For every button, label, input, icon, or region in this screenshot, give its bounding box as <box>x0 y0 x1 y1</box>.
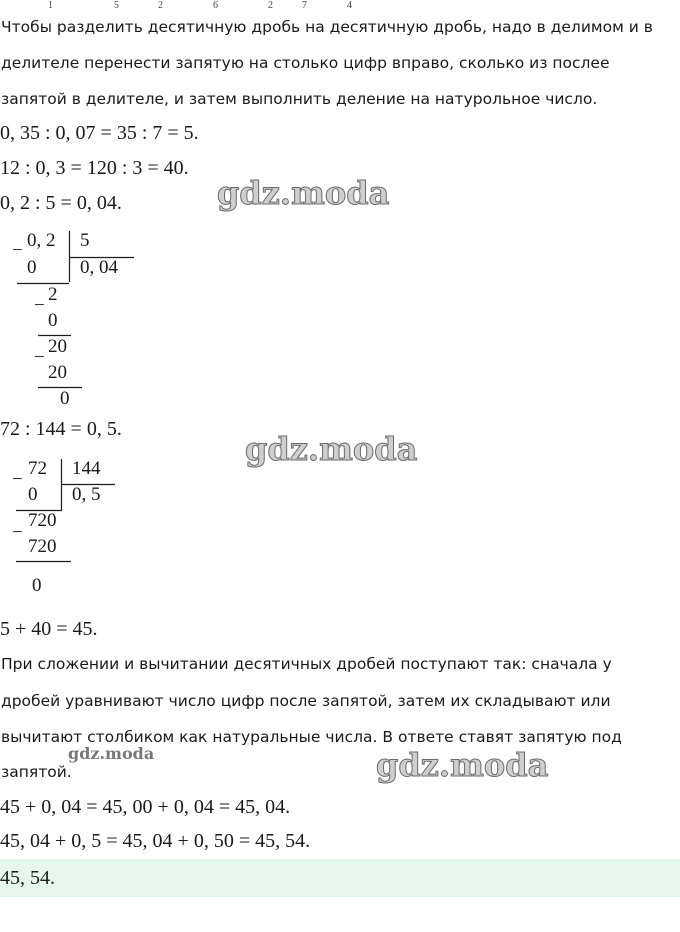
division-step: 0 <box>32 575 42 596</box>
division-step: 720 <box>28 536 57 557</box>
watermark-logo: gdz.moda <box>245 430 418 468</box>
minus-sign: − <box>34 347 45 368</box>
dividend: 0, 2 <box>27 230 56 251</box>
rule-text-line: Чтобы разделить десятичную дробь на десятичную дробь, надо в делимом и в <box>1 18 653 36</box>
equation: 72 : 144 = 0, 5. <box>0 418 122 440</box>
equation: 45, 04 + 0, 5 = 45, 04 + 0, 50 = 45, 54. <box>0 830 311 852</box>
top-fragment: 7 <box>302 0 307 11</box>
quotient: 0, 5 <box>72 484 101 505</box>
answer: 45, 54. <box>0 867 55 889</box>
equation: 5 + 40 = 45. <box>0 618 98 640</box>
division-step: 0 <box>28 484 38 505</box>
rule-text-line: вычитают столбиком как натуральные числа. В ответе ставят запятую под <box>1 728 622 746</box>
top-fragment: 1 <box>48 0 53 11</box>
rule-text-line: запятой в делителе, и затем выполнить деление на натурольное число. <box>1 90 598 108</box>
rule-text-line: запятой. <box>1 763 72 781</box>
equation: 45 + 0, 04 = 45, 00 + 0, 04 = 45, 04. <box>0 796 291 818</box>
division-step: 0 <box>48 310 58 331</box>
divisor: 144 <box>72 458 101 479</box>
equation: 12 : 0, 3 = 120 : 3 = 40. <box>0 157 189 179</box>
division-step: 720 <box>28 510 57 531</box>
rule-text-line: дробей уравнивают число цифр после запятой, затем их складывают или <box>1 692 611 710</box>
watermark-logo: gdz.moda <box>217 174 390 212</box>
division-step: 20 <box>48 362 67 383</box>
equation: 0, 35 : 0, 07 = 35 : 7 = 5. <box>0 122 199 144</box>
top-fragment: 2 <box>158 0 163 11</box>
top-fragment: 2 <box>268 0 273 11</box>
watermark-logo: gdz.moda <box>376 746 549 784</box>
division-step: 20 <box>48 336 67 357</box>
watermark-logo-small: gdz.moda <box>68 744 155 763</box>
top-fragment: 4 <box>347 0 352 11</box>
top-fragment: 5 <box>114 0 119 11</box>
rule-text-line: делителе перенести запятую на столько цифр вправо, сколько из послее <box>1 54 610 72</box>
minus-sign: − <box>12 522 23 543</box>
minus-sign: − <box>12 469 23 490</box>
division-step: 2 <box>48 284 58 305</box>
rule-text-line: При сложении и вычитании десятичных дробей поступают так: сначала у <box>1 655 612 673</box>
top-fragment: 6 <box>213 0 218 11</box>
equation: 0, 2 : 5 = 0, 04. <box>0 192 122 214</box>
dividend: 72 <box>28 458 47 479</box>
division-step: 0 <box>60 388 70 409</box>
minus-sign: − <box>12 240 23 261</box>
quotient: 0, 04 <box>80 257 118 278</box>
divisor: 5 <box>80 230 90 251</box>
division-step: 0 <box>27 257 37 278</box>
minus-sign: − <box>34 295 45 316</box>
